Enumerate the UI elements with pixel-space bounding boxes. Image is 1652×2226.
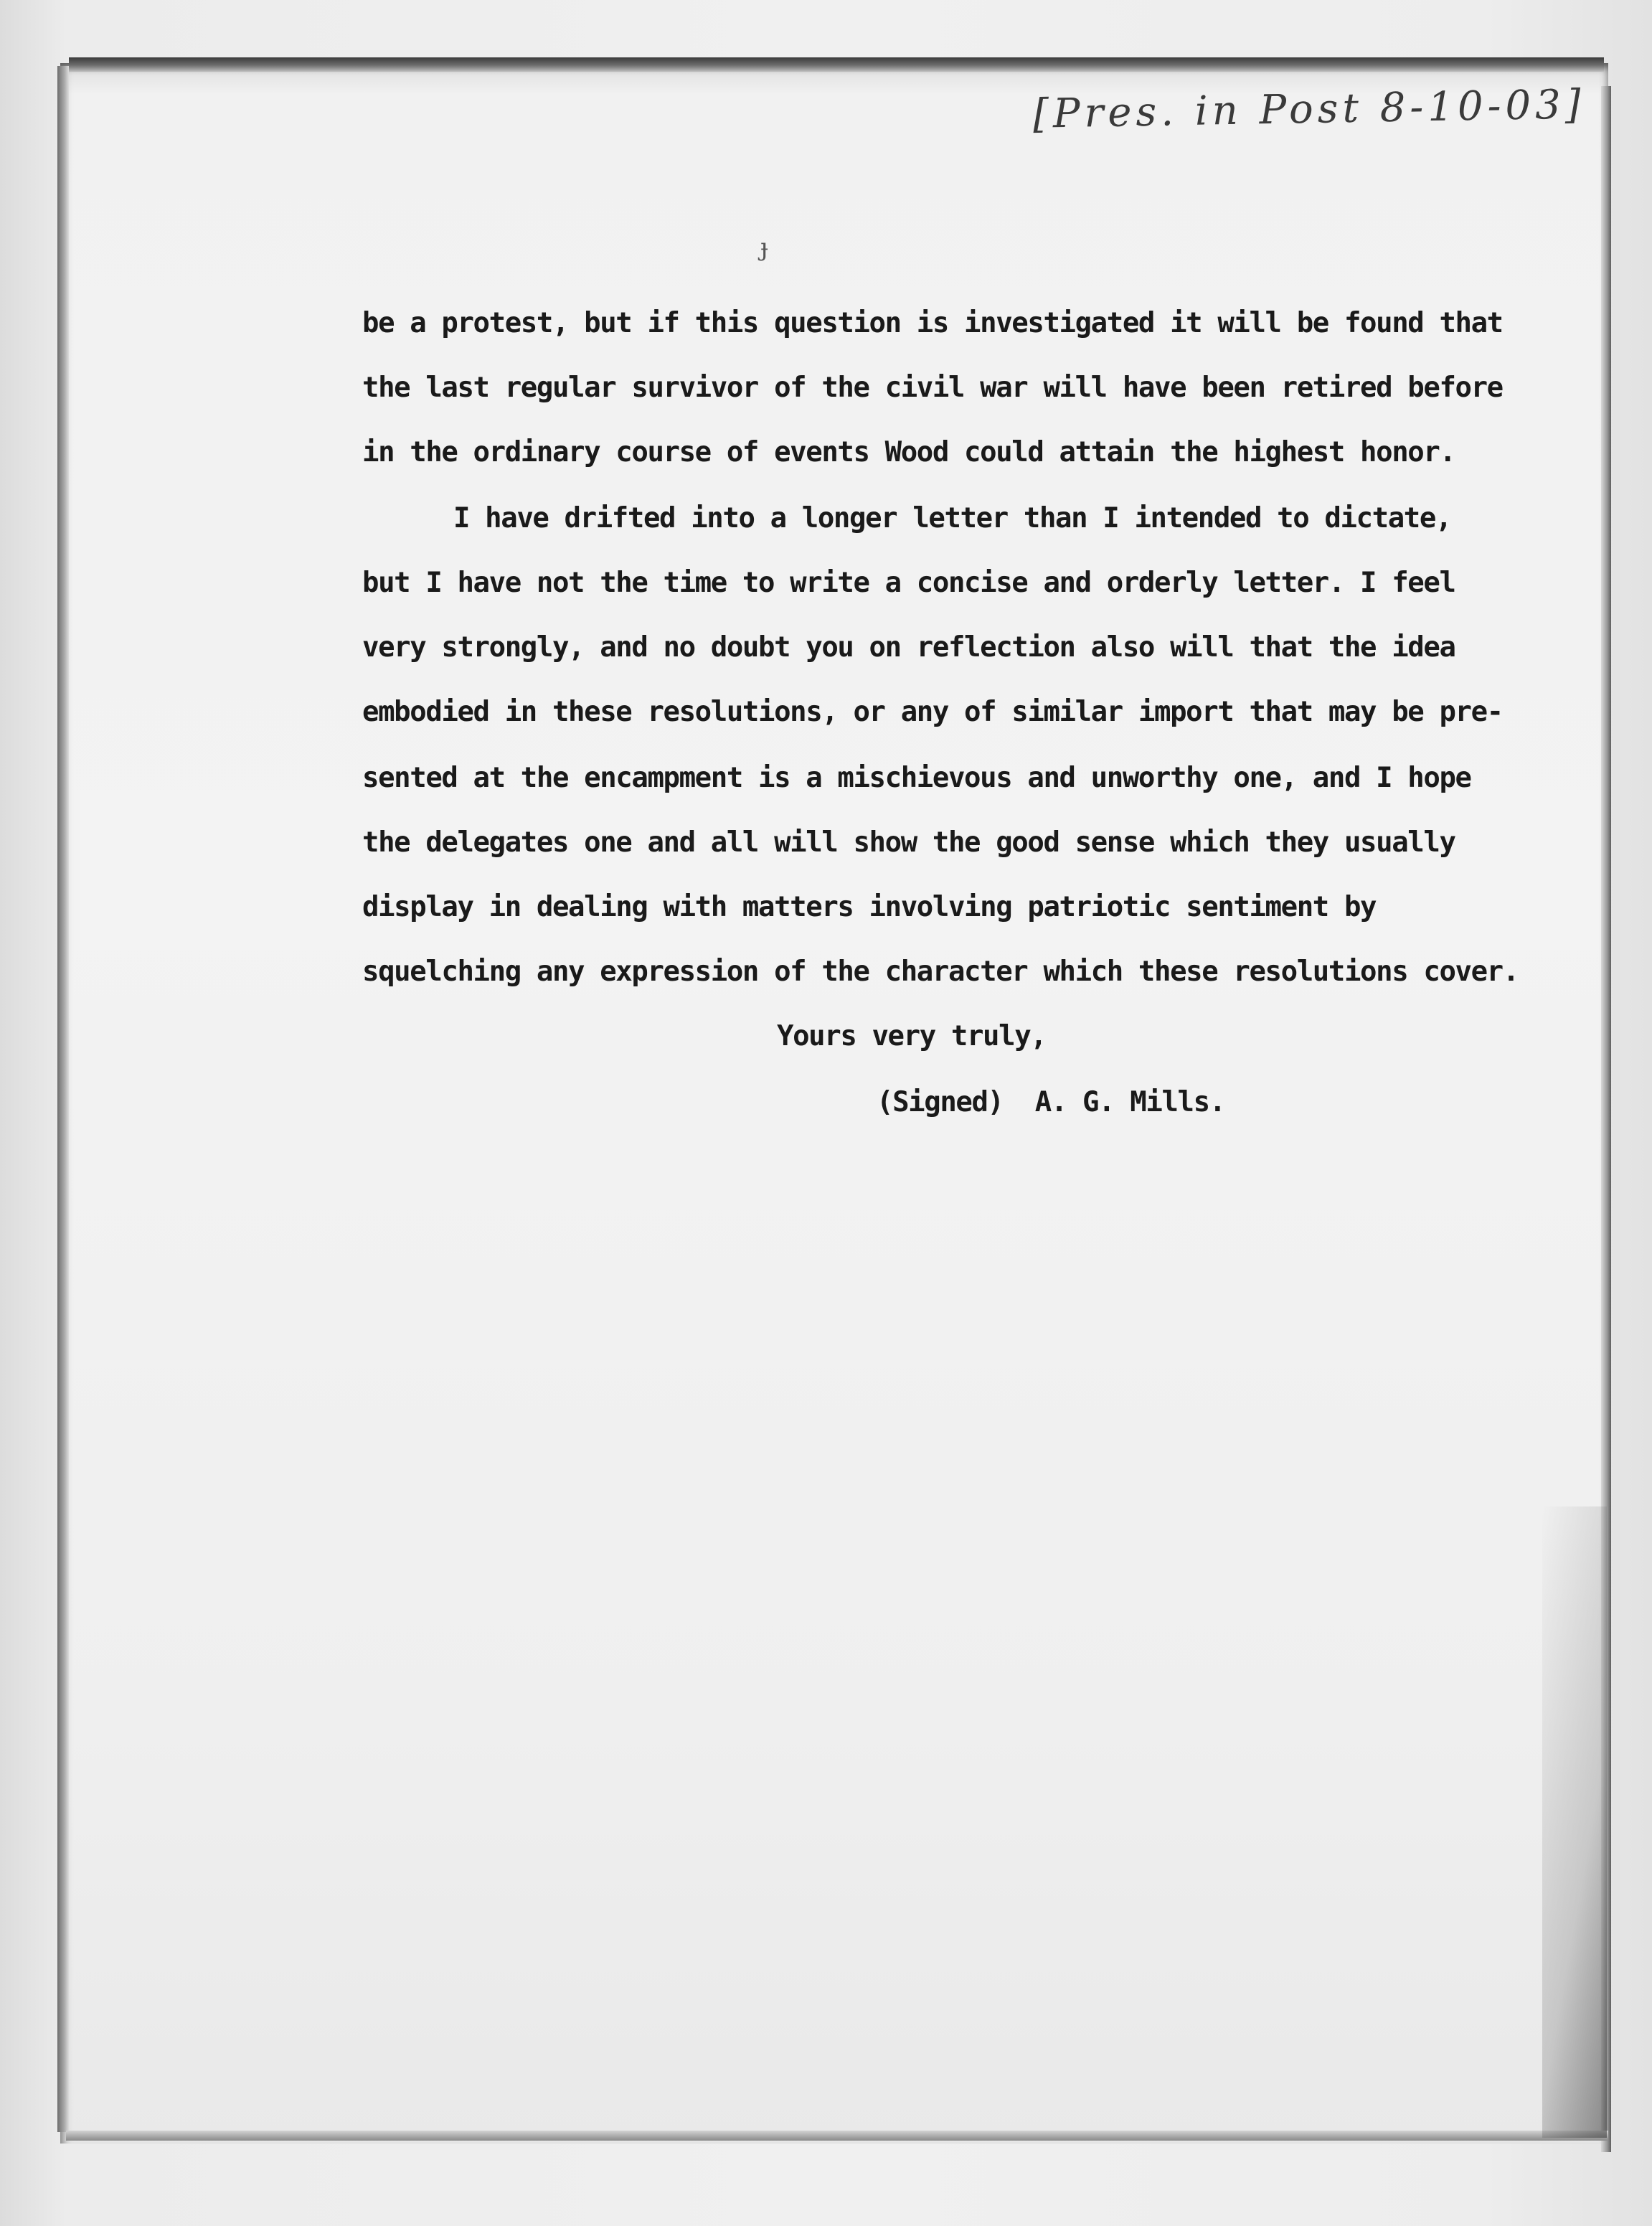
stray-mark: ɟ <box>760 233 768 262</box>
closing: Yours very truly, <box>777 1020 1047 1052</box>
letter-line-8: sented at the encampment is a mischievous and unworthy one, and I hope <box>362 762 1471 794</box>
letter-line-6: very strongly, and no doubt you on reflection also will that the idea <box>362 631 1455 664</box>
letter-line-3: in the ordinary course of events Wood could attain the highest honor. <box>362 436 1455 468</box>
sheet-left-edge <box>57 66 69 2132</box>
letter-line-1: be a protest, but if this question is investigated it will be found that <box>362 307 1503 339</box>
letter-line-10: display in dealing with matters involving patriotic sentiment by <box>362 891 1377 923</box>
letter-line-2: the last regular survivor of the civil war will have been retired before <box>362 372 1503 404</box>
letter-line-9: the delegates one and all will show the good sense which they usually <box>362 826 1455 859</box>
sheet-bottom-edge <box>66 2131 1608 2141</box>
handwritten-annotation: [Pres. in Post 8-10-03] <box>1032 81 1586 138</box>
letter-line-11: squelching any expression of the character which these resolutions cover. <box>362 956 1519 988</box>
letter-line-4: I have drifted into a longer letter than I intended to dictate, <box>453 502 1452 534</box>
page-curl-shadow <box>1542 1506 1607 2138</box>
signature: (Signed) A. G. Mills. <box>877 1086 1225 1118</box>
letter-line-5: but I have not the time to write a concise and orderly letter. I feel <box>362 567 1455 599</box>
sheet-top-edge <box>69 57 1604 72</box>
letter-line-7: embodied in these resolutions, or any of similar import that may be pre- <box>362 696 1503 728</box>
